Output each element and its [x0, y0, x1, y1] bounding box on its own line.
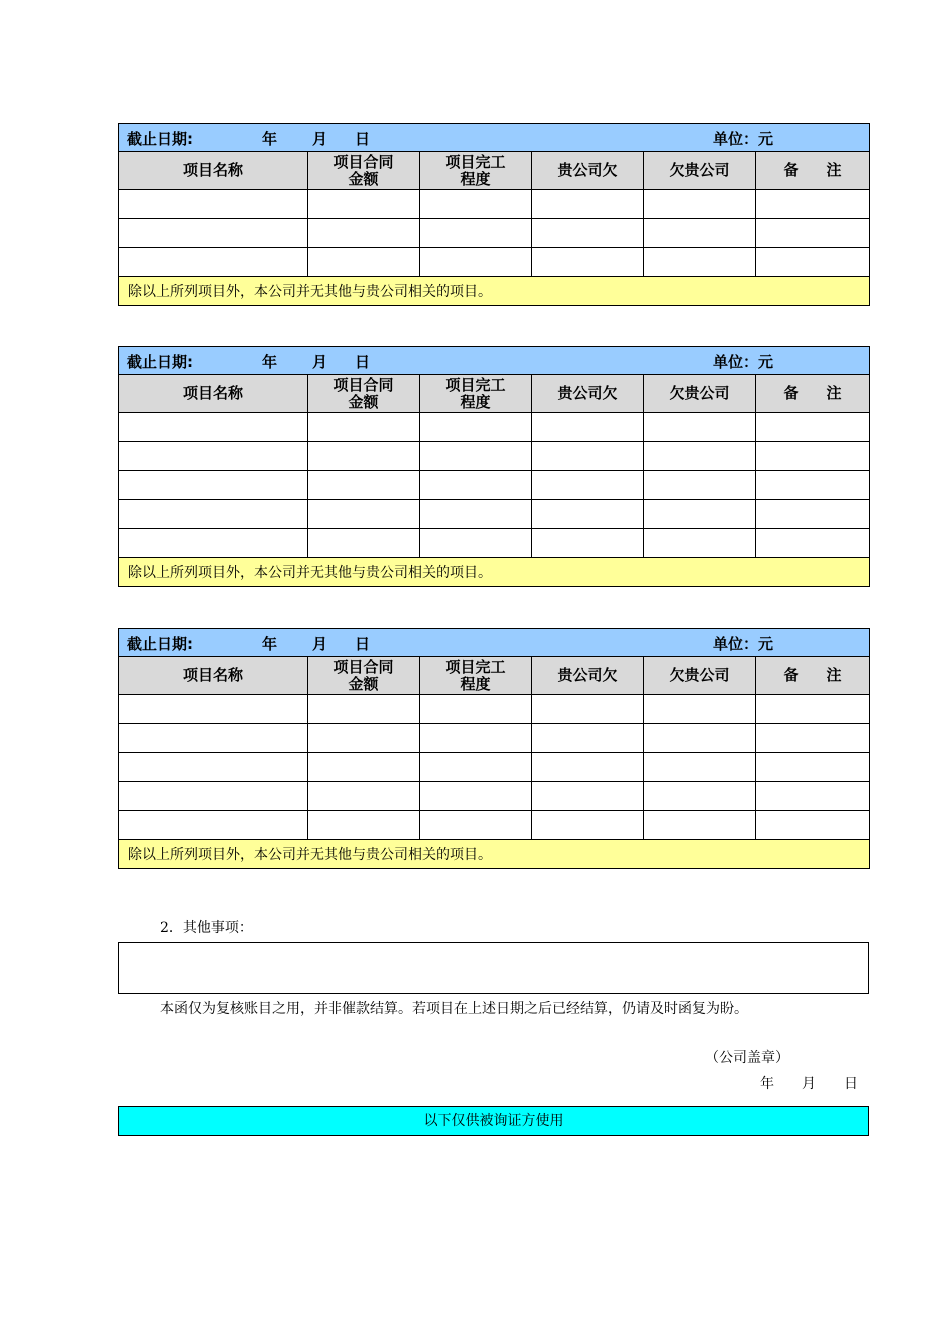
- table-row: [119, 413, 870, 442]
- year-label: 年: [262, 635, 278, 653]
- table-row: [119, 190, 870, 219]
- month-label: 月: [312, 635, 328, 653]
- column-header-row: [119, 657, 870, 695]
- table-row: [119, 724, 870, 753]
- day-label: 日: [355, 353, 371, 371]
- table-row: [119, 529, 870, 558]
- year-label: 年: [262, 353, 278, 371]
- col-contract-amount: 项目合同 金额: [308, 152, 420, 190]
- date-month: 月: [802, 1076, 816, 1092]
- day-label: 日: [355, 635, 371, 653]
- table-header-bar: [119, 629, 870, 657]
- col-completion: 项目完工 程度: [420, 657, 532, 695]
- col-contract-amount: 项目合同 金额: [308, 375, 420, 413]
- table-footnote: 除以上所列项目外，本公司并无其他与贵公司相关的项目。: [119, 840, 870, 869]
- col-owed-by-you: 贵公司欠: [532, 657, 644, 695]
- company-seal-label: （公司盖章）: [705, 1050, 789, 1066]
- day-label: 日: [355, 130, 371, 148]
- respondent-section-bar: 以下仅供被询证方使用: [118, 1106, 869, 1136]
- col-owed-by-you: 贵公司欠: [532, 152, 644, 190]
- month-label: 月: [312, 353, 328, 371]
- table-row: [119, 782, 870, 811]
- table-row: [119, 753, 870, 782]
- other-matters-box[interactable]: [118, 942, 869, 994]
- date-line: [760, 1073, 858, 1093]
- col-completion: 项目完工 程度: [420, 375, 532, 413]
- table-row: [119, 248, 870, 277]
- table-header-bar: [119, 347, 870, 375]
- table-row: [119, 471, 870, 500]
- col-project-name: 项目名称: [119, 152, 308, 190]
- confirmation-table-3: [118, 628, 870, 869]
- col-owed-to-you: 欠贵公司: [644, 657, 756, 695]
- column-header-row: [119, 152, 870, 190]
- date-day: 日: [844, 1076, 858, 1092]
- col-remarks: 备 注: [756, 152, 870, 190]
- col-contract-amount: 项目合同 金额: [308, 657, 420, 695]
- col-project-name: 项目名称: [119, 375, 308, 413]
- table-row: [119, 811, 870, 840]
- other-matters-label: 2．其他事项：: [160, 920, 253, 936]
- table-row: [119, 442, 870, 471]
- table-row: [119, 500, 870, 529]
- col-owed-to-you: 欠贵公司: [644, 375, 756, 413]
- unit-label: 单位：元: [713, 635, 774, 653]
- table-footnote: 除以上所列项目外，本公司并无其他与贵公司相关的项目。: [119, 558, 870, 587]
- column-header-row: [119, 375, 870, 413]
- unit-label: 单位：元: [713, 353, 774, 371]
- disclaimer-text: 本函仅为复核账目之用，并非催款结算。若项目在上述日期之后已经结算，仍请及时函复为盼。: [160, 1001, 748, 1017]
- cutoff-date-label: 截止日期:: [127, 353, 193, 371]
- month-label: 月: [312, 130, 328, 148]
- date-year: 年: [760, 1076, 774, 1092]
- col-owed-to-you: 欠贵公司: [644, 152, 756, 190]
- col-completion: 项目完工 程度: [420, 152, 532, 190]
- confirmation-table-1: [118, 123, 870, 306]
- col-remarks: 备 注: [756, 375, 870, 413]
- table-footnote: 除以上所列项目外，本公司并无其他与贵公司相关的项目。: [119, 277, 870, 306]
- year-label: 年: [262, 130, 278, 148]
- col-project-name: 项目名称: [119, 657, 308, 695]
- col-owed-by-you: 贵公司欠: [532, 375, 644, 413]
- table-row: [119, 695, 870, 724]
- table-header-bar: [119, 124, 870, 152]
- col-remarks: 备 注: [756, 657, 870, 695]
- table-row: [119, 219, 870, 248]
- unit-label: 单位：元: [713, 130, 774, 148]
- cutoff-date-label: 截止日期:: [127, 635, 193, 653]
- confirmation-table-2: [118, 346, 870, 587]
- cutoff-date-label: 截止日期:: [127, 130, 193, 148]
